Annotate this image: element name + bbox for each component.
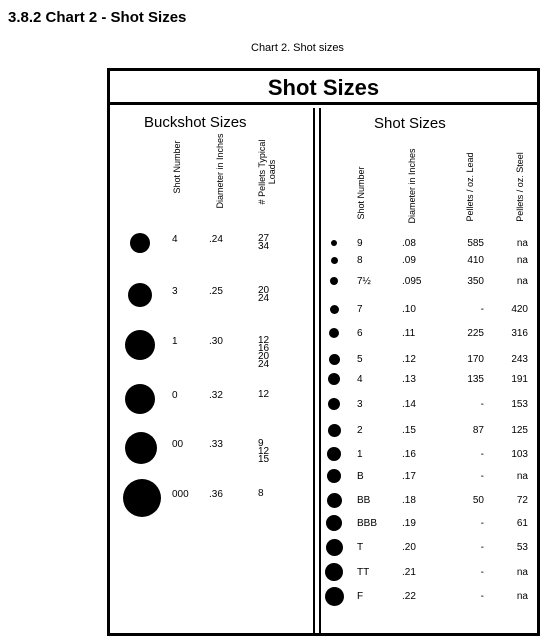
shot-header-diameter: Diameter in Inches bbox=[407, 148, 417, 224]
buckshot-pellet-count: 24 bbox=[258, 293, 270, 304]
shot-number: 5 bbox=[357, 354, 363, 365]
chart-title: Shot Sizes bbox=[110, 71, 537, 105]
shot-pellet-icon bbox=[327, 469, 341, 483]
shot-pellets-steel: 316 bbox=[511, 328, 528, 339]
shot-pellet-icon bbox=[328, 398, 340, 410]
shot-diameter: .13 bbox=[402, 374, 416, 385]
shot-pellets-steel: 420 bbox=[511, 304, 528, 315]
panel-divider bbox=[313, 108, 321, 633]
shot-diameter: .20 bbox=[402, 542, 416, 553]
shot-panel-title: Shot Sizes bbox=[374, 115, 446, 132]
shot-header-steel: Pellets / oz. Steel bbox=[515, 152, 525, 222]
buckshot-diameter: .25 bbox=[209, 286, 223, 297]
shot-number: TT bbox=[357, 567, 370, 578]
buckshot-pellet-icon bbox=[130, 233, 150, 253]
shot-pellet-icon bbox=[326, 515, 342, 531]
shot-pellets-steel: 191 bbox=[511, 374, 528, 385]
shot-pellet-icon bbox=[327, 447, 341, 461]
shot-pellets-lead: - bbox=[480, 591, 484, 602]
shot-number: 9 bbox=[357, 238, 363, 249]
shot-pellets-lead: 350 bbox=[467, 276, 484, 287]
shot-number: 8 bbox=[357, 255, 363, 266]
shot-pellet-icon bbox=[325, 587, 344, 606]
section-heading: 3.8.2 Chart 2 - Shot Sizes bbox=[8, 9, 187, 26]
shot-diameter: .08 bbox=[402, 238, 416, 249]
buckshot-pellet-icon bbox=[123, 479, 161, 517]
shot-pellets-lead: 170 bbox=[467, 354, 484, 365]
shot-number: 7 bbox=[357, 304, 363, 315]
buckshot-pellet-count: 16 bbox=[258, 343, 270, 354]
shot-pellets-lead: - bbox=[480, 518, 484, 529]
buckshot-pellet-count: 12 bbox=[258, 389, 270, 400]
buckshot-pellet-icon bbox=[125, 384, 155, 414]
shot-pellets-lead: - bbox=[480, 304, 484, 315]
buckshot-pellet-icon bbox=[125, 330, 155, 360]
shot-number: 2 bbox=[357, 425, 363, 436]
shot-number: 4 bbox=[357, 374, 363, 385]
shot-diameter: .22 bbox=[402, 591, 416, 602]
shot-diameter: .09 bbox=[402, 255, 416, 266]
shot-number: BB bbox=[357, 495, 371, 506]
shot-pellets-lead: 87 bbox=[472, 425, 484, 436]
shot-diameter: .17 bbox=[402, 471, 416, 482]
shot-pellets-steel: 61 bbox=[516, 518, 528, 529]
buckshot-diameter: .32 bbox=[209, 390, 223, 401]
buckshot-diameter: .36 bbox=[209, 489, 223, 500]
buckshot-shot-number: 0 bbox=[172, 390, 178, 401]
buckshot-pellet-icon bbox=[128, 283, 152, 307]
shot-pellets-lead: 135 bbox=[467, 374, 484, 385]
shot-pellets-steel: na bbox=[516, 591, 528, 602]
shot-pellets-steel: 125 bbox=[511, 425, 528, 436]
shot-pellets-steel: na bbox=[516, 567, 528, 578]
shot-pellet-icon bbox=[331, 257, 338, 264]
shot-pellets-steel: na bbox=[516, 276, 528, 287]
shot-pellet-icon bbox=[325, 563, 343, 581]
shot-pellets-steel: 72 bbox=[516, 495, 528, 506]
buckshot-shot-number: 1 bbox=[172, 336, 178, 347]
buckshot-header-pellets: # Pellets Typical Loads bbox=[257, 139, 277, 205]
shot-pellet-icon bbox=[328, 424, 341, 437]
shot-number: 7½ bbox=[357, 276, 371, 287]
shot-diameter: .11 bbox=[402, 328, 416, 339]
buckshot-diameter: .30 bbox=[209, 336, 223, 347]
shot-diameter: .10 bbox=[402, 304, 416, 315]
shot-pellet-icon bbox=[329, 328, 339, 338]
shot-diameter: .095 bbox=[402, 276, 422, 287]
buckshot-pellet-count: 9 bbox=[258, 438, 264, 449]
shot-pellet-icon bbox=[331, 240, 337, 246]
shot-diameter: .15 bbox=[402, 425, 416, 436]
shot-number: BBB bbox=[357, 518, 378, 529]
shot-diameter: .18 bbox=[402, 495, 416, 506]
buckshot-header-diameter: Diameter in Inches bbox=[215, 133, 225, 209]
shot-header-shot-number: Shot Number bbox=[356, 166, 366, 220]
shot-pellets-lead: - bbox=[480, 471, 484, 482]
chart-caption: Chart 2. Shot sizes bbox=[251, 42, 344, 54]
shot-pellet-icon bbox=[330, 305, 339, 314]
buckshot-pellet-count: 27 bbox=[258, 233, 270, 244]
buckshot-header-shot-number: Shot Number bbox=[172, 140, 182, 194]
buckshot-diameter: .24 bbox=[209, 234, 223, 245]
buckshot-pellet-count: 34 bbox=[258, 241, 270, 252]
shot-pellets-steel: na bbox=[516, 471, 528, 482]
shot-header-lead: Pellets / oz. Lead bbox=[465, 152, 475, 222]
shot-pellet-icon bbox=[328, 373, 340, 385]
shot-pellets-lead: - bbox=[480, 449, 484, 460]
shot-pellets-steel: 243 bbox=[511, 354, 528, 365]
shot-number: 6 bbox=[357, 328, 363, 339]
shot-pellet-icon bbox=[330, 277, 338, 285]
shot-number: F bbox=[357, 591, 364, 602]
buckshot-shot-number: 3 bbox=[172, 286, 178, 297]
buckshot-pellet-count: 24 bbox=[258, 359, 270, 370]
shot-pellet-icon bbox=[326, 539, 343, 556]
buckshot-pellet-icon bbox=[125, 432, 157, 464]
shot-number: T bbox=[357, 542, 364, 553]
shot-diameter: .21 bbox=[402, 567, 416, 578]
buckshot-pellet-count: 20 bbox=[258, 285, 270, 296]
shot-diameter: .19 bbox=[402, 518, 416, 529]
shot-diameter: .12 bbox=[402, 354, 416, 365]
shot-number: B bbox=[357, 471, 364, 482]
buckshot-pellet-count: 12 bbox=[258, 446, 270, 457]
buckshot-pellet-count: 15 bbox=[258, 454, 270, 465]
buckshot-pellet-count: 12 bbox=[258, 335, 270, 346]
shot-sizes-chart bbox=[107, 68, 540, 636]
shot-pellets-steel: 103 bbox=[511, 449, 528, 460]
buckshot-diameter: .33 bbox=[209, 439, 223, 450]
shot-number: 3 bbox=[357, 399, 363, 410]
shot-pellet-icon bbox=[327, 493, 342, 508]
shot-pellets-lead: - bbox=[480, 542, 484, 553]
buckshot-shot-number: 000 bbox=[172, 489, 189, 500]
shot-diameter: .14 bbox=[402, 399, 416, 410]
shot-pellets-steel: 53 bbox=[516, 542, 528, 553]
buckshot-shot-number: 00 bbox=[172, 439, 184, 450]
shot-diameter: .16 bbox=[402, 449, 416, 460]
shot-pellets-lead: - bbox=[480, 399, 484, 410]
shot-pellets-steel: na bbox=[516, 238, 528, 249]
shot-pellets-steel: 153 bbox=[511, 399, 528, 410]
shot-pellets-lead: 410 bbox=[467, 255, 484, 266]
buckshot-pellet-count: 8 bbox=[258, 488, 264, 499]
shot-pellets-lead: 585 bbox=[467, 238, 484, 249]
shot-pellets-steel: na bbox=[516, 255, 528, 266]
buckshot-shot-number: 4 bbox=[172, 234, 178, 245]
shot-pellets-lead: 50 bbox=[472, 495, 484, 506]
buckshot-panel-title: Buckshot Sizes bbox=[144, 114, 247, 131]
shot-pellets-lead: - bbox=[480, 567, 484, 578]
shot-pellets-lead: 225 bbox=[467, 328, 484, 339]
shot-number: 1 bbox=[357, 449, 363, 460]
buckshot-pellet-count: 20 bbox=[258, 351, 270, 362]
shot-pellet-icon bbox=[329, 354, 340, 365]
